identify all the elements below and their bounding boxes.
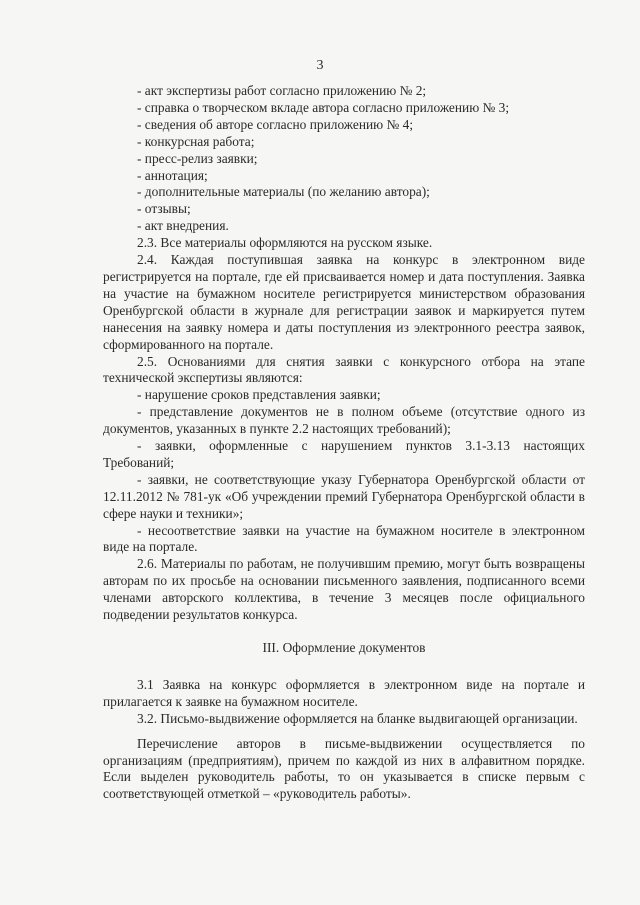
paragraph-2-4: 2.4. Каждая поступившая заявка на конкурс в электронном виде регистрируется на портале, где ей присваивается номер и дата поступления. Заявка на участие на бумажном носителе регистрируется министерством образования Оренбургской области в журнале для регистрации заявок и маркируется путем нанесения на заявку номера и даты поступления из электронного реестра заявок, сформированного на портале.: [103, 252, 585, 352]
list-item: - заявки, оформленные с нарушением пунктов 3.1-3.13 настоящих Требований;: [103, 438, 585, 470]
list-item: - отзывы;: [137, 201, 191, 217]
list-item: - акт внедрения.: [137, 218, 229, 234]
list-item: - аннотация;: [137, 167, 208, 183]
paragraph-2-5: 2.5. Основаниями для снятия заявки с конкурсного отбора на этапе технической экспертизы являются:: [103, 353, 585, 386]
list-item: - заявки, не соответствующие указу Губернатора Оренбургской области от 12.11.2012 № 781-ук «Об учреждении премий Губернатора Оренбургской области в сфере науки и техники»;: [103, 471, 585, 521]
list-item: - представление документов не в полном объеме (отсутствие одного из документов, указанных в пункте 2.2 настоящих требований);: [103, 404, 585, 437]
list-item: - нарушение сроков представления заявки;: [137, 387, 381, 403]
list-item: - дополнительные материалы (по желанию автора);: [137, 184, 430, 200]
paragraph-3-2: 3.2. Письмо-выдвижение оформляется на бланке выдвигающей организации.: [137, 710, 578, 726]
list-item: - несоответствие заявки на участие на бумажном носителе в электронном виде на портале.: [103, 522, 585, 555]
list-item: - акт экспертизы работ согласно приложению № 2;: [137, 83, 427, 98]
page-number: 3: [316, 58, 324, 73]
paragraph-3-1: 3.1 Заявка на конкурс оформляется в электронном виде на портале и прилагается к заявке на бумажном носителе.: [103, 676, 585, 709]
list-item: - конкурсная работа;: [137, 133, 255, 149]
documents-list: [103, 83, 585, 235]
document-body: [103, 83, 585, 803]
list-item: - пресс-релиз заявки;: [137, 150, 258, 166]
list-item: - справка о творческом вкладе автора согласно приложению № 3;: [137, 99, 510, 115]
paragraph-authors: Перечисление авторов в письме-выдвижении осуществляется по организациям (предприятиям), причем по каждой из них в алфавитном порядке. Если выделен руководитель работы, то он указывается в списке первым с соответствующей отметкой – «руководитель работы».: [103, 735, 585, 802]
list-item: - сведения об авторе согласно приложению № 4;: [137, 116, 414, 132]
paragraph-2-6: 2.6. Материалы по работам, не получившим премию, могут быть возвращены авторам по их просьбе на основании письменного заявления, подписанного всеми членами авторского коллектива, в течение 3 месяцев после официального подведении результатов конкурса.: [103, 556, 585, 623]
section-heading: III. Оформление документов: [262, 640, 426, 655]
paragraph-2-3: 2.3. Все материалы оформляются на русском языке.: [137, 235, 433, 251]
rejection-reasons-list: [103, 387, 585, 556]
